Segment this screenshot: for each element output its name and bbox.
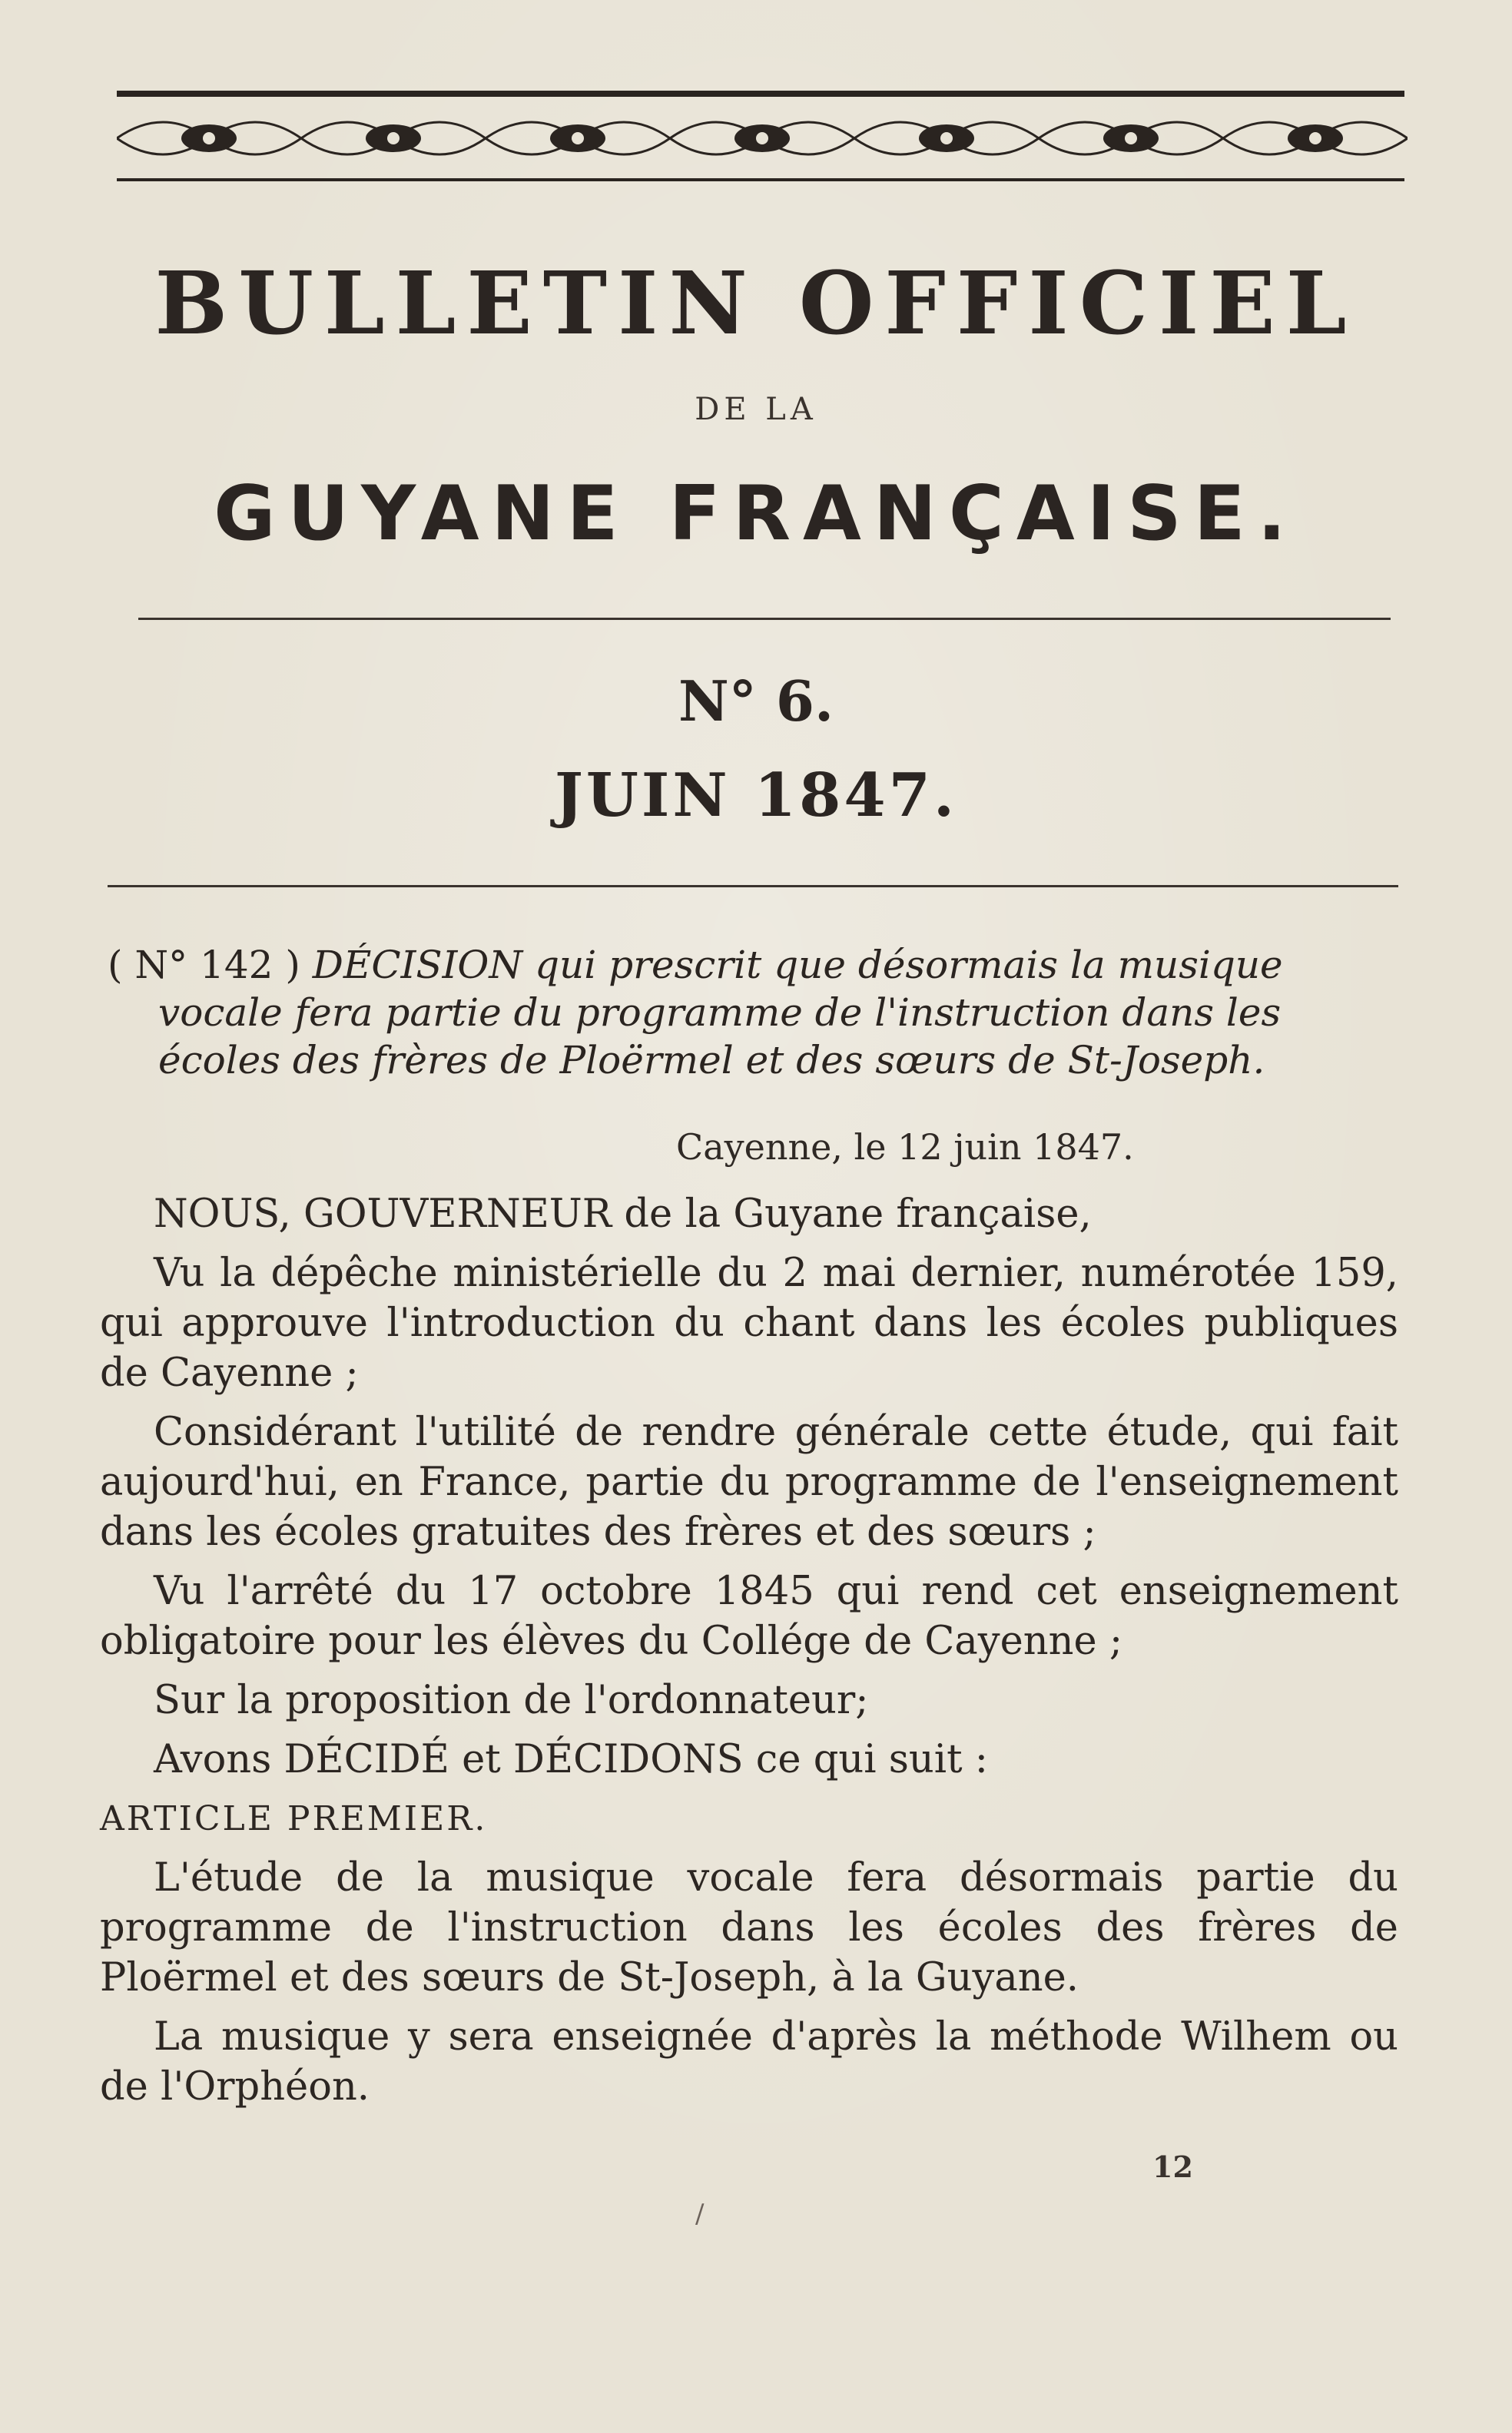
decision-heading xyxy=(108,941,1406,1084)
paragraph-decidons: Avons DÉCIDÉ et DÉCIDONS ce qui suit : xyxy=(154,1737,988,1782)
issue-number: N° 6. xyxy=(678,668,834,734)
decision-title-cont-2: écoles des frères de Ploërmel et des sœurs de St-Joseph. xyxy=(158,1038,1265,1082)
bulletin-title: BULLETIN OFFICIEL xyxy=(154,254,1358,354)
decision-body xyxy=(100,1189,1398,2121)
divider-rule xyxy=(138,618,1391,620)
paragraph-proposition: Sur la proposition de l'ordonnateur; xyxy=(154,1678,869,1723)
place-and-date: Cayenne, le 12 juin 1847. xyxy=(676,1126,1134,1168)
bulletin-subtitle: DE LA xyxy=(695,392,817,427)
paragraph-considerant-1: Vu la dépêche ministérielle du 2 mai dernier, numérotée 159, qui approuve l'introduction du chant dans les écoles publiques de Cayenne ; xyxy=(100,1251,1398,1396)
decision-title: DÉCISION qui prescrit que désormais la musique xyxy=(312,943,1283,987)
page-number: 12 xyxy=(1152,2150,1193,2184)
paragraph-considerant-2: Considérant l'utilité de rendre générale cette étude, qui fait aujourd'hui, en France, partie du programme de l'enseignement dans les écoles gratuites des frères et des sœurs ; xyxy=(100,1410,1398,1555)
bulletin-region-title: GUYANE FRANÇAISE. xyxy=(214,470,1298,558)
paragraph-article-1: L'étude de la musique vocale fera désormais partie du programme de l'instruction dans les écoles des frères de Ploërmel et des sœurs de St-Joseph, à la Guyane. xyxy=(100,1855,1398,2000)
header-bottom-rule xyxy=(117,178,1404,181)
decision-number: ( N° 142 ) xyxy=(108,943,300,987)
decision-title-cont-1: vocale fera partie du programme de l'instruction dans les xyxy=(158,990,1282,1035)
margin-mark: / xyxy=(695,2199,705,2229)
paragraph-article-2: La musique y sera enseignée d'après la méthode Wilhem ou de l'Orphéon. xyxy=(100,2014,1398,2110)
header-ornament-band xyxy=(117,91,1408,186)
article-heading: ARTICLE PREMIER. xyxy=(100,1799,488,1838)
divider-rule-2 xyxy=(108,885,1398,887)
paragraph-considerant-3: Vu l'arrêté du 17 octobre 1845 qui rend cet enseignement obligatoire pour les élèves du Collége de Cayenne ; xyxy=(100,1569,1398,1664)
issue-date: JUIN 1847. xyxy=(554,761,958,830)
paragraph-preamble: NOUS, GOUVERNEUR de la Guyane française, xyxy=(154,1192,1092,1237)
